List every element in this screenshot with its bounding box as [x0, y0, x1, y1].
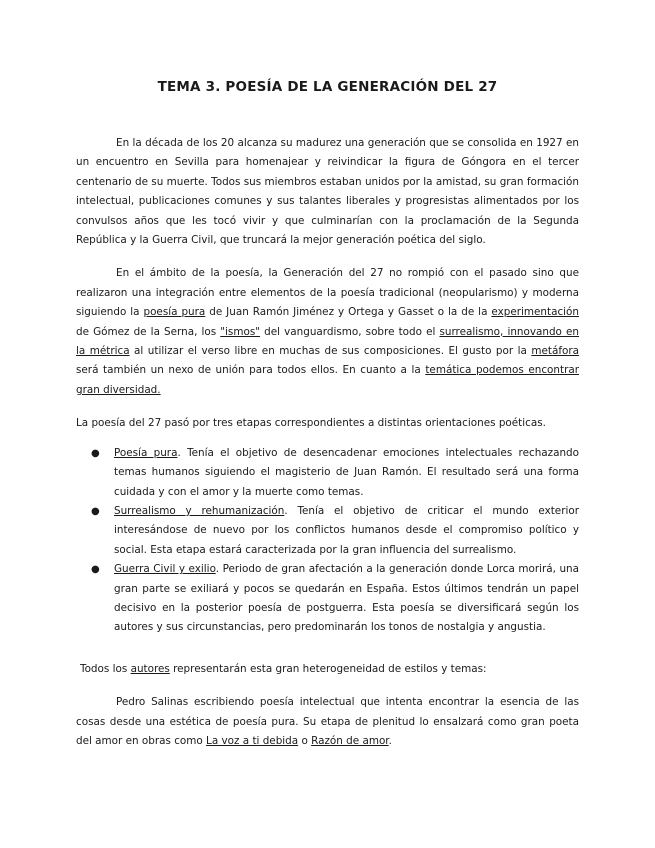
page-title: TEMA 3. POESÍA DE LA GENERACIÓN DEL 27	[157, 79, 498, 95]
underlined-term: metáfora	[531, 345, 579, 358]
text-run: Todos los	[80, 662, 131, 675]
stage-text: . Periodo de gran afectación a la generación donde Lorca morirá, una gran parte se exiliará y pocos se quedarán en España. Estos últimos tendrán un papel decisivo en la posterior poesía de postguerra. Esta poesía se diversificará según los autores y sus circunstancias, pero predominarán los tonos de nostalgia y angustia.	[114, 563, 579, 634]
paragraph-stages-intro: La poesía del 27 pasó por tres etapas correspondientes a distintas orientaciones poéticas.	[76, 417, 546, 430]
stages-list	[76, 444, 579, 638]
list-item	[91, 444, 580, 502]
bullet-icon: ●	[91, 564, 100, 576]
work-title: La voz a ti debida	[206, 734, 299, 747]
text-run: al utilizar el verso libre en muchas de sus composiciones. El gusto por la	[129, 345, 532, 358]
work-title: Razón de amor	[311, 734, 389, 747]
text-run: o	[298, 734, 312, 747]
text-run: Pedro Salinas escribiendo poesía intelectual que intenta encontrar la esencia de las cosas desde una estética de poesía pura. Su etapa de plenitud lo ensalzará como gran poeta del amor en obras como	[76, 696, 579, 747]
text-run: representarán esta gran heterogeneidad de estilos y temas:	[169, 662, 487, 675]
text-run: de Gómez de la Serna, los	[76, 325, 221, 338]
paragraph-intro: En la década de los 20 alcanza su madurez una generación que se consolida en 1927 en un encuentro en Sevilla para homenajear y reivindicar la figura de Góngora en el tercer centenario de su muerte. Todos sus miembros estaban unidos por la amistad, su gran formación intelectual, publicaciones comunes y sus talantes liberales y progresistas alimentados por los convulsos años que les tocó vivir y que culminarían con la proclamación de la Segunda República y la Guerra Civil, que truncará la mejor generación poética del siglo.	[76, 137, 579, 247]
underlined-term: "ismos"	[220, 325, 261, 338]
stage-title: Guerra Civil y exilio	[114, 563, 216, 576]
text-run: En el ámbito de la poesía, la Generación del 27 no rompió con el pasado sino que realizaron una integración entre elementos de la poesía tradicional (neopularismo) y moderna siguiendo la	[76, 267, 579, 319]
stage-text: . Tenía el objetivo de criticar el mundo exterior interesándose de nuevo por los conflictos humanos desde el compromiso político y social. Esta etapa estará caracterizada por la gran influencia del surrealismo.	[114, 504, 579, 556]
underlined-term: experimentación	[491, 306, 579, 319]
list-item	[91, 560, 579, 638]
underlined-term: surrealismo, innovando en la métrica	[76, 325, 579, 358]
text-run: .	[388, 734, 392, 747]
underlined-term: autores	[130, 662, 170, 675]
text-run: será también un nexo de unión para todos ellos. En cuanto a la	[76, 364, 426, 377]
paragraph-influences	[76, 264, 579, 400]
text-run: del vanguardismo, sobre todo el	[260, 325, 440, 338]
underlined-term: temática podemos encontrar gran diversidad.	[76, 364, 579, 396]
paragraph-authors	[76, 660, 579, 679]
bullet-icon: ●	[91, 447, 100, 459]
stage-text: . Tenía el objetivo de desencadenar emociones intelectuales rechazando temas humanos siguiendo el magisterio de Juan Ramón. El resultado será una forma cuidada y con el amor y la muerte como temas.	[114, 446, 580, 498]
list-item	[91, 502, 579, 560]
text-run: de Juan Ramón Jiménez y Ortega y Gasset o la de la	[205, 306, 492, 319]
stage-title: Poesía pura	[114, 446, 178, 459]
document-body	[76, 134, 579, 751]
bullet-icon: ●	[91, 505, 100, 517]
paragraph-salinas	[76, 693, 579, 751]
underlined-term: poesía pura	[143, 306, 206, 319]
stage-title: Surrealismo y rehumanización	[114, 504, 285, 517]
